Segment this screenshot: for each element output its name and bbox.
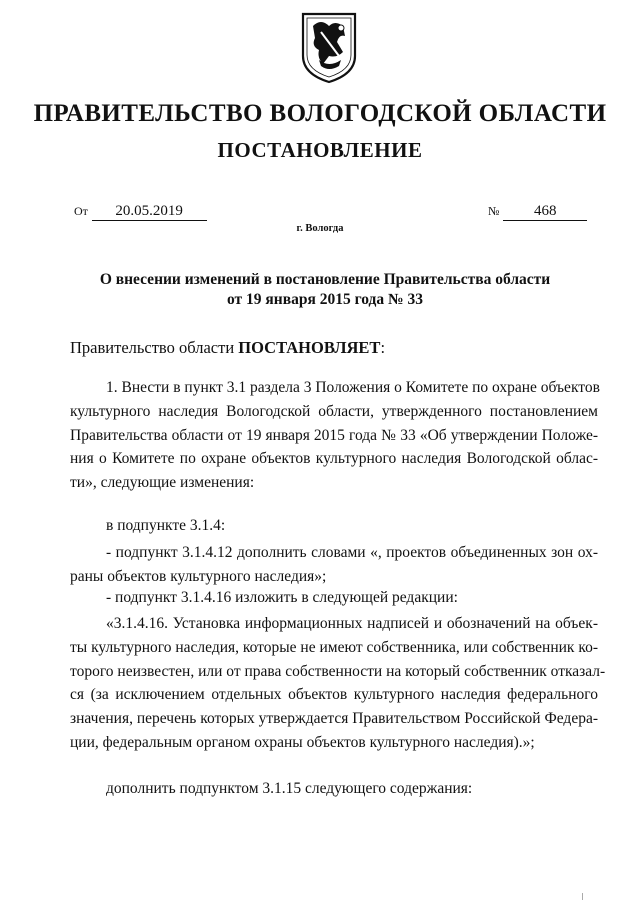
date-label: От (74, 204, 88, 218)
number-label: № (488, 204, 500, 218)
paragraph-5-line: ся (за исключением отдельных объектов культурного наследия федерального (70, 686, 598, 704)
coat-of-arms-icon (299, 12, 359, 84)
paragraph-5-line: «3.1.4.16. Установка информационных надписей и обозначений на объек- (106, 615, 598, 632)
subject-line-1: О внесении изменений в постановление Правительства области (99, 271, 551, 288)
paragraph-3-line: раны объектов культурного наследия»; (70, 567, 327, 585)
intro-suffix: : (380, 338, 386, 357)
paragraph-5-line: торого неизвестен, или от права собственности на который собственник отказал- (70, 662, 606, 680)
organization-title: ПРАВИТЕЛЬСТВО ВОЛОГОДСКОЙ ОБЛАСТИ (33, 100, 607, 127)
date-line (74, 203, 207, 221)
number-line (488, 203, 587, 221)
paragraph-5-line: значения, перечень которых утверждается Правительством Российской Федера- (70, 710, 598, 728)
intro-prefix: Правительство области (70, 338, 239, 357)
subject-line-2: от 19 января 2015 года № 33 (227, 291, 423, 308)
paragraph-1-line: Правительства области от 19 января 2015 года № 33 «Об утверждении Положе- (70, 426, 598, 444)
intro-verb: ПОСТАНОВЛЯЕТ (238, 338, 381, 357)
resolution-intro (70, 338, 385, 358)
paragraph-5-line: ты культурного наследия, которые не имеют собственника, или собственник ко- (70, 638, 598, 656)
document-type: ПОСТАНОВЛЕНИЕ (217, 138, 423, 162)
date-value: 20.05.2019 (92, 203, 207, 221)
paragraph-3 (70, 541, 598, 589)
number-value: 468 (503, 203, 587, 221)
paragraph-6: дополнить подпунктом 3.1.15 следующего содержания: (106, 780, 473, 797)
paragraph-5-line: ции, федеральным органом охраны объектов культурного наследия).»; (70, 733, 535, 751)
paragraph-1-line: 1. Внести в пункт 3.1 раздела 3 Положения о Комитете по охране объектов (106, 379, 600, 396)
paragraph-1-line: культурного наследия Вологодской области, утвержденного постановлением (70, 402, 598, 420)
paragraph-1-line: ния о Комитете по охране объектов культурного наследия Вологодской облас- (70, 450, 598, 468)
paragraph-5 (70, 612, 606, 755)
paragraph-4: - подпункт 3.1.4.16 изложить в следующей редакции: (106, 589, 458, 606)
paragraph-1-line: ти», следующие изменения: (70, 474, 255, 492)
paragraph-3-line: - подпункт 3.1.4.12 дополнить словами «, проектов объединенных зон ох- (106, 544, 598, 561)
document-subject (60, 270, 590, 310)
page-edge-mark (582, 893, 583, 900)
paragraph-1 (70, 376, 598, 495)
paragraph-2: в подпункте 3.1.4: (106, 517, 226, 534)
city-label: г. Вологда (296, 223, 344, 234)
